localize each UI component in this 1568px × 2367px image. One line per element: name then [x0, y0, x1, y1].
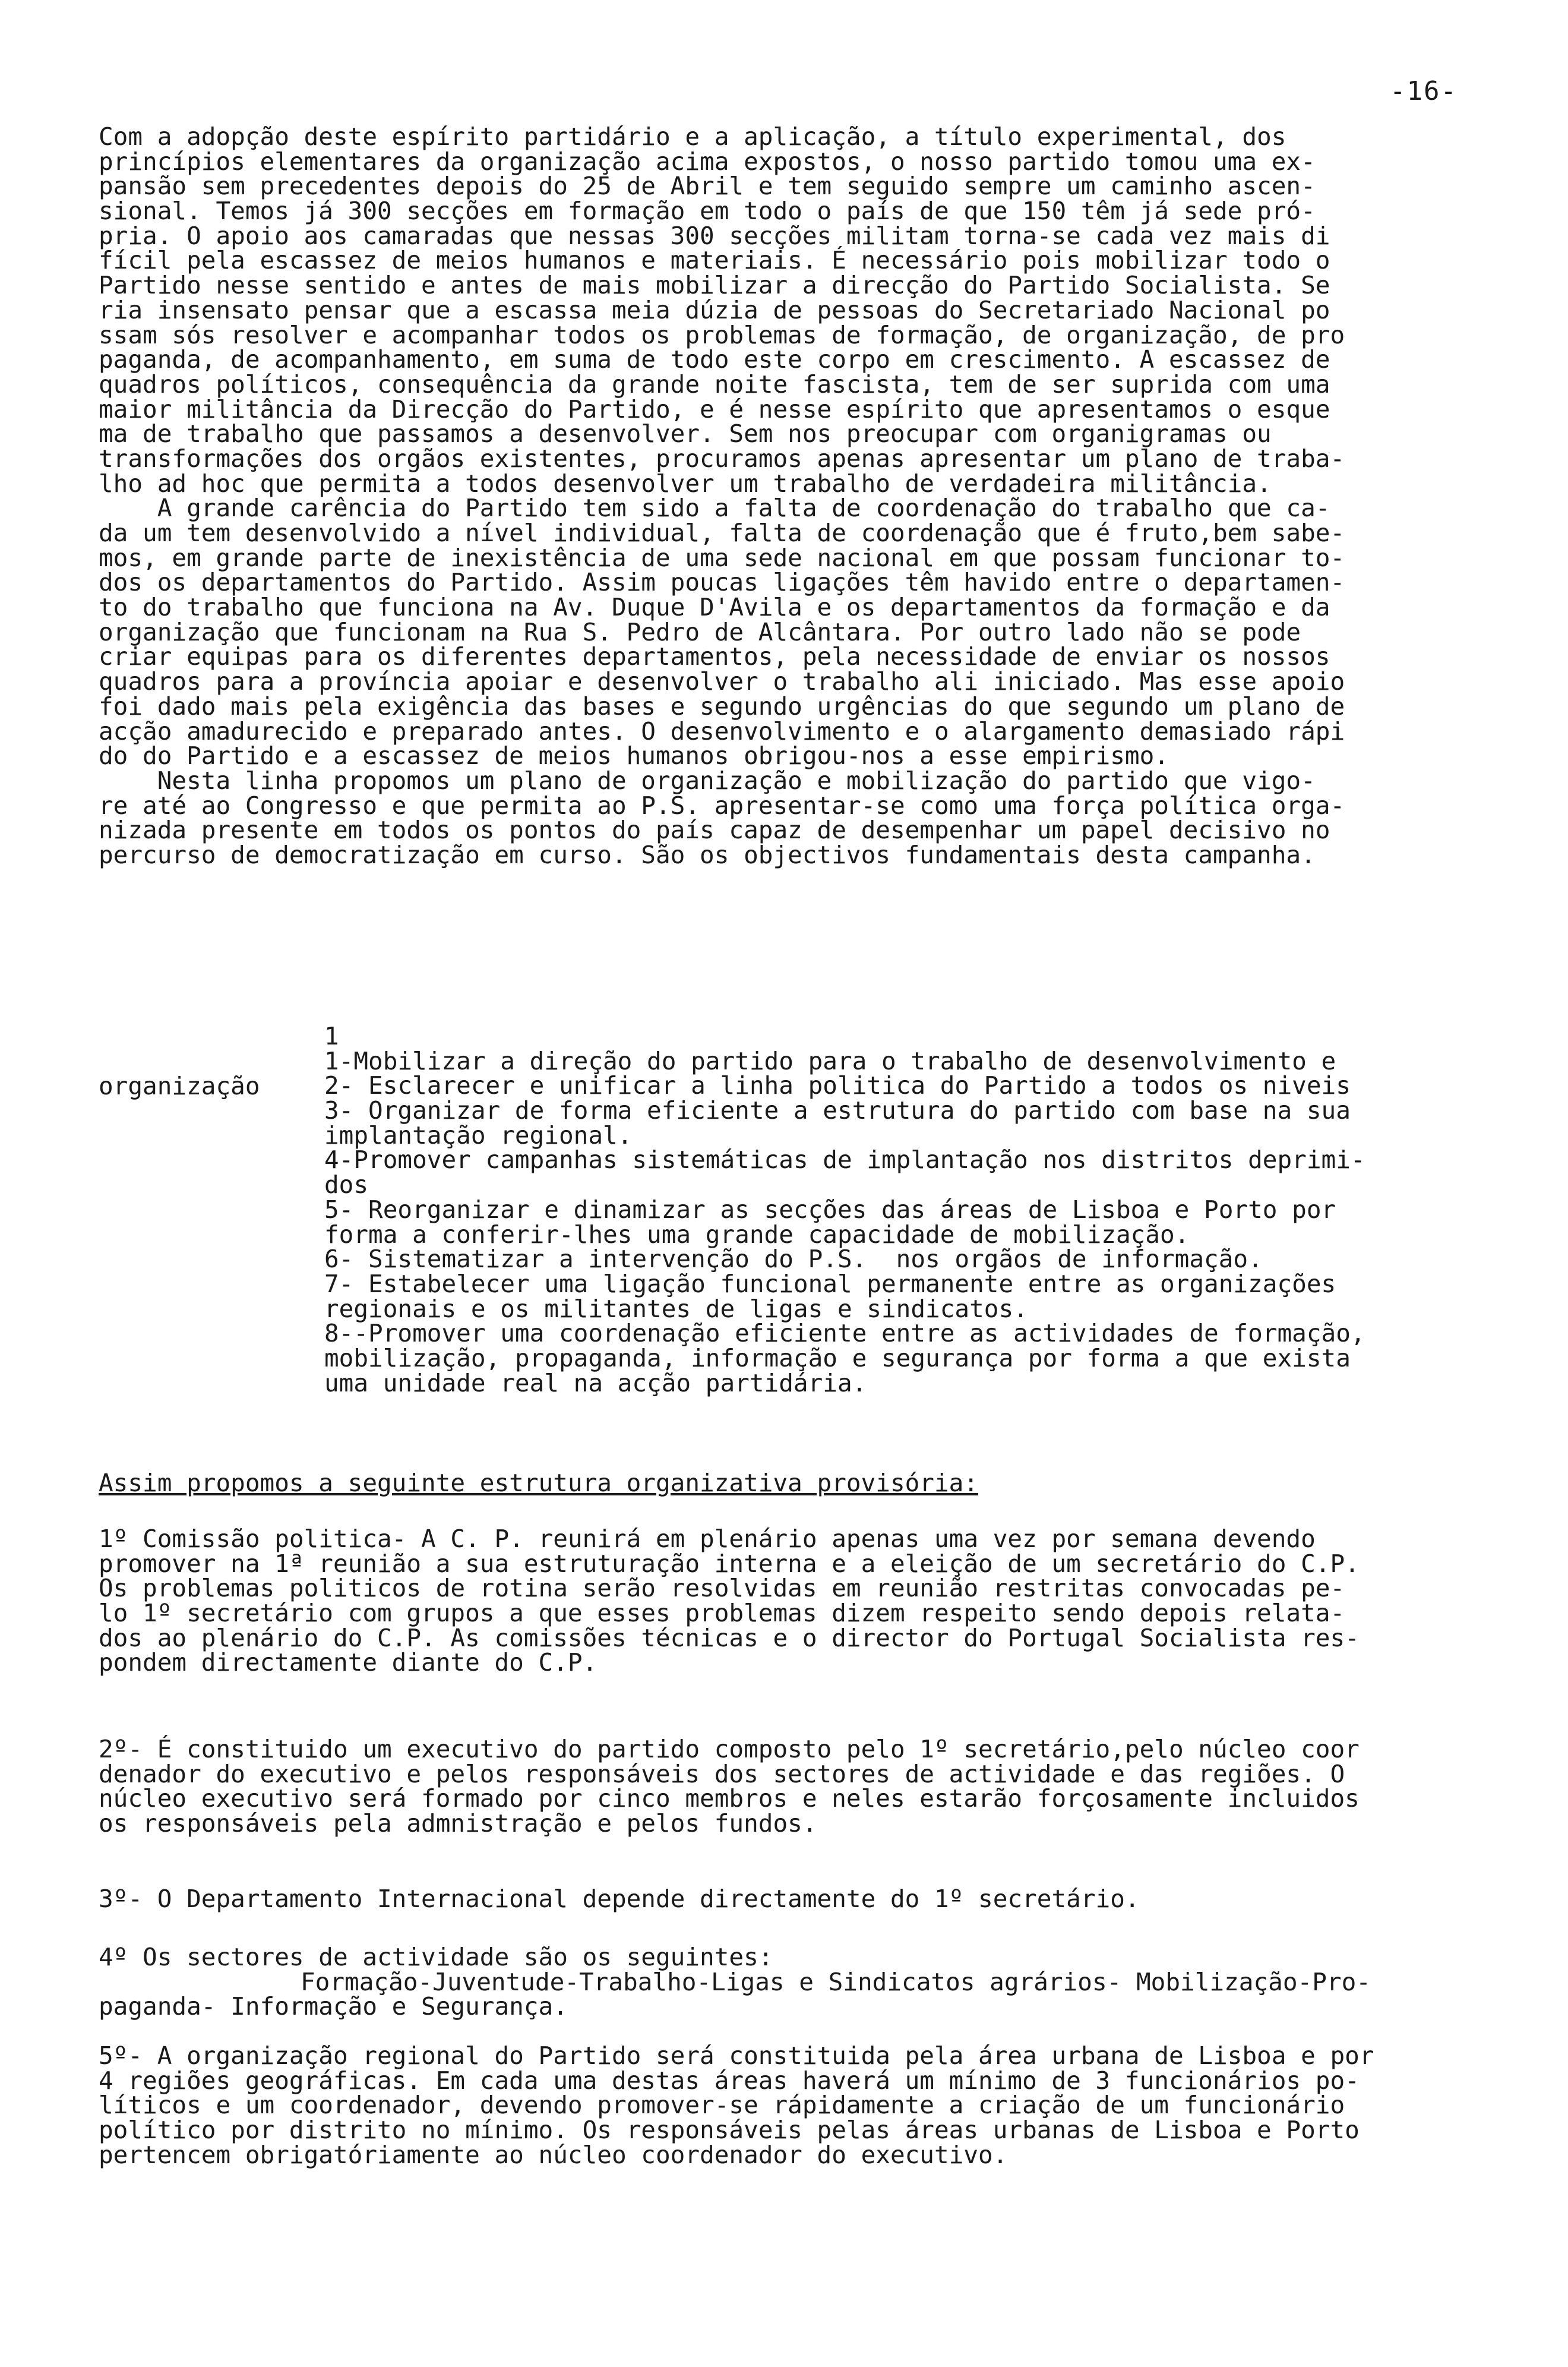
text-line: da um tem desenvolvido a nível individual, falta de coordenação que é fruto,bem sabe- — [99, 519, 1345, 547]
list-item: 4-Promover campanhas sistemáticas de implantação nos distritos deprimi- — [324, 1145, 1365, 1175]
list-item: 1-Mobilizar a direção do partido para o trabalho de desenvolvimento e — [324, 1046, 1336, 1075]
text-line: maior militância da Direcção do Partido, e é nesse espírito que apresentamos o esque — [99, 394, 1330, 424]
text-line: 2º- É constituido um executivo do partido composto pelo 1º secretário,pelo núcleo coor — [99, 1735, 1360, 1763]
text-line: paganda- Informação e Segurança. — [99, 1992, 568, 2021]
text-line: Formação-Juventude-Trabalho-Ligas e Sindicatos agrários- Mobilização-Pro- — [301, 1967, 1371, 1996]
text-line: pansão sem precedentes depois do 25 de Abril e tem seguido sempre um caminho ascen- — [99, 172, 1316, 201]
text-line: criar equipas para os diferentes departamentos, pela necessidade de enviar os nossos — [99, 642, 1330, 671]
text-line: organização que funcionam na Rua S. Pedro de Alcântara. Por outro lado não se pode — [99, 617, 1301, 646]
text-line: pondem directamente diante do C.P. — [99, 1648, 598, 1677]
text-line: foi dado mais pela exigência das bases e segundo urgências do que segundo um plano de — [99, 692, 1345, 721]
text-line: lho ad hoc que permita a todos desenvolver um trabalho de verdadeira militância. — [99, 469, 1272, 498]
section-3-international — [99, 1887, 1477, 1912]
text-line: to do trabalho que funciona na Av. Duque D'Avila e os departamentos da formação e da — [99, 593, 1330, 622]
text-line: sional. Temos já 300 secções em formação em todo o país de que 150 têm já sede pró- — [99, 197, 1316, 226]
text-line: Nesta linha propomos um plano de organização e mobilização do partido que vigo- — [99, 766, 1316, 795]
text-line: quadros políticos, consequência da grande noite fascista, tem de ser suprida com uma — [99, 370, 1330, 399]
text-line: do do Partido e a escassez de meios humanos obrigou-nos a esse empirismo. — [99, 741, 1169, 771]
text-line: promover na 1ª reunião a sua estruturação interna e a eleição de um secretário do C.P. — [99, 1549, 1360, 1578]
text-line: os responsáveis pela admnistração e pelos fundos. — [99, 1809, 817, 1838]
text-line: núcleo executivo será formado por cinco membros e neles estarão forçosamente incluidos — [99, 1784, 1360, 1813]
text-line: pria. O apoio aos camaradas que nessas 300 secções militam torna-se cada vez mais di — [99, 221, 1330, 250]
text-line: dos ao plenário do C.P. As comissões técnicas e o director do Portugal Socialista res- — [99, 1623, 1360, 1652]
section-5-regional — [99, 2041, 1477, 2169]
text-line: acção amadurecido e preparado antes. O desenvolvimento e o alargamento demasiado rápi — [99, 717, 1345, 746]
text-line: Com a adopção deste espírito partidário e a aplicação, a título experimental, dos — [99, 122, 1286, 151]
text-line: paganda, de acompanhamento, em suma de todo este corpo em crescimento. A escassez de — [99, 345, 1330, 374]
text-line: lo 1º secretário com grupos a que esses problemas dizem respeito sendo depois relata- — [99, 1599, 1345, 1628]
text-line: 5º- A organização regional do Partido será constituida pela área urbana de Lisboa e por — [99, 2041, 1374, 2070]
list-item: mobilização, propaganda, informação e segurança por forma a que exista — [324, 1343, 1351, 1372]
text-line: re até ao Congresso e que permita ao P.S. apresentar-se como uma força política orga- — [99, 791, 1345, 820]
list-item: forma a conferir-lhes uma grande capacidade de mobilização. — [324, 1220, 1190, 1249]
text-line: líticos e um coordenador, devendo promover-se rápidamente a criação de um funcionário — [99, 2091, 1345, 2120]
list-item: 2- Esclarecer e unificar a linha politica do Partido a todos os niveis — [324, 1071, 1351, 1100]
text-line: percurso de democratização em curso. São os objectivos fundamentais desta campanha. — [99, 840, 1316, 869]
text-line: princípios elementares da organização acima expostos, o nosso partido tomou uma ex- — [99, 147, 1316, 176]
text-line: 4º Os sectores de actividade são os seguintes: — [99, 1943, 773, 1971]
text-line: ria insensato pensar que a escassa meia dúzia de pessoas do Secretariado Nacional po — [99, 295, 1330, 324]
page-number: -16- — [1390, 76, 1458, 106]
text-line: quadros para a província apoiar e desenvolver o trabalho ali iniciado. Mas esse apoio — [99, 667, 1345, 696]
objectives-lines — [324, 1024, 1477, 1396]
list-item: 3- Organizar de forma eficiente a estrutura do partido com base na sua — [324, 1096, 1351, 1125]
text-line: 1º Comissão politica- A C. P. reunirá em plenário apenas uma vez por semana devendo — [99, 1525, 1316, 1553]
text-line: 3º- O Departamento Internacional depende directamente do 1º secretário. — [99, 1885, 1140, 1913]
list-item: regionais e os militantes de ligas e sindicatos. — [324, 1294, 1028, 1323]
text-line: fícil pela escassez de meios humanos e materiais. É necessário pois mobilizar todo o — [99, 246, 1330, 275]
text-line: A grande carência do Partido tem sido a falta de coordenação do trabalho que ca- — [99, 494, 1330, 523]
text-line: dos os departamentos do Partido. Assim poucas ligações têm havido entre o departamen- — [99, 568, 1345, 597]
list-item: 8--Promover uma coordenação eficiente entre as actividades de formação, — [324, 1319, 1365, 1348]
text-line: Partido nesse sentido e antes de mais mobilizar a direcção do Partido Socialista. Se — [99, 271, 1330, 300]
intro-paragraphs — [99, 122, 1477, 869]
section-2-executive — [99, 1737, 1477, 1836]
text-line: ma de trabalho que passamos a desenvolver. Sem nos preocupar com organigramas ou — [99, 419, 1272, 449]
structure-heading: Assim propomos a seguinte estrutura organizativa provisória: — [99, 1469, 979, 1497]
text-line: mos, em grande parte de inexistência de uma sede nacional em que possam funcionar to- — [99, 543, 1345, 572]
text-line: denador do executivo e pelos responsáveis dos sectores de actividade e das regiões. O — [99, 1759, 1345, 1788]
text-line: Os problemas politicos de rotina serão resolvidas em reunião restritas convocadas pe- — [99, 1574, 1345, 1603]
list-item: 6- Sistematizar a intervenção do P.S. nos orgãos de informação. — [324, 1245, 1263, 1274]
text-line: transformações dos orgãos existentes, procuramos apenas apresentar um plano de traba- — [99, 444, 1345, 473]
objectives-side-label: organização — [99, 1072, 260, 1100]
text-line: político por distrito no mínimo. Os responsáveis pelas áreas urbanas de Lisboa e Porto — [99, 2116, 1360, 2145]
list-item: dos — [324, 1170, 369, 1200]
text-line: ssam sós resolver e acompanhar todos os problemas de formação, de organização, de pro — [99, 320, 1345, 349]
text-line: nizada presente em todos os pontos do país capaz de desempenhar um papel decisivo no — [99, 816, 1330, 845]
text-line: 4 regiões geográficas. Em cada uma destas áreas haverá um mínimo de 3 funcionários po- — [99, 2066, 1360, 2095]
list-item: 1 — [324, 1022, 339, 1050]
list-item: uma unidade real na acção partidária. — [324, 1368, 867, 1397]
section-4-sectors — [99, 1945, 1477, 2019]
list-item: 5- Reorganizar e dinamizar as secções das áreas de Lisboa e Porto por — [324, 1195, 1336, 1224]
list-item: 7- Estabelecer uma ligação funcional permanente entre as organizações — [324, 1269, 1336, 1298]
section-1-political-commission — [99, 1527, 1477, 1675]
list-item: implantação regional. — [324, 1121, 633, 1150]
text-line: pertencem obrigatóriamente ao núcleo coordenador do executivo. — [99, 2140, 1008, 2169]
